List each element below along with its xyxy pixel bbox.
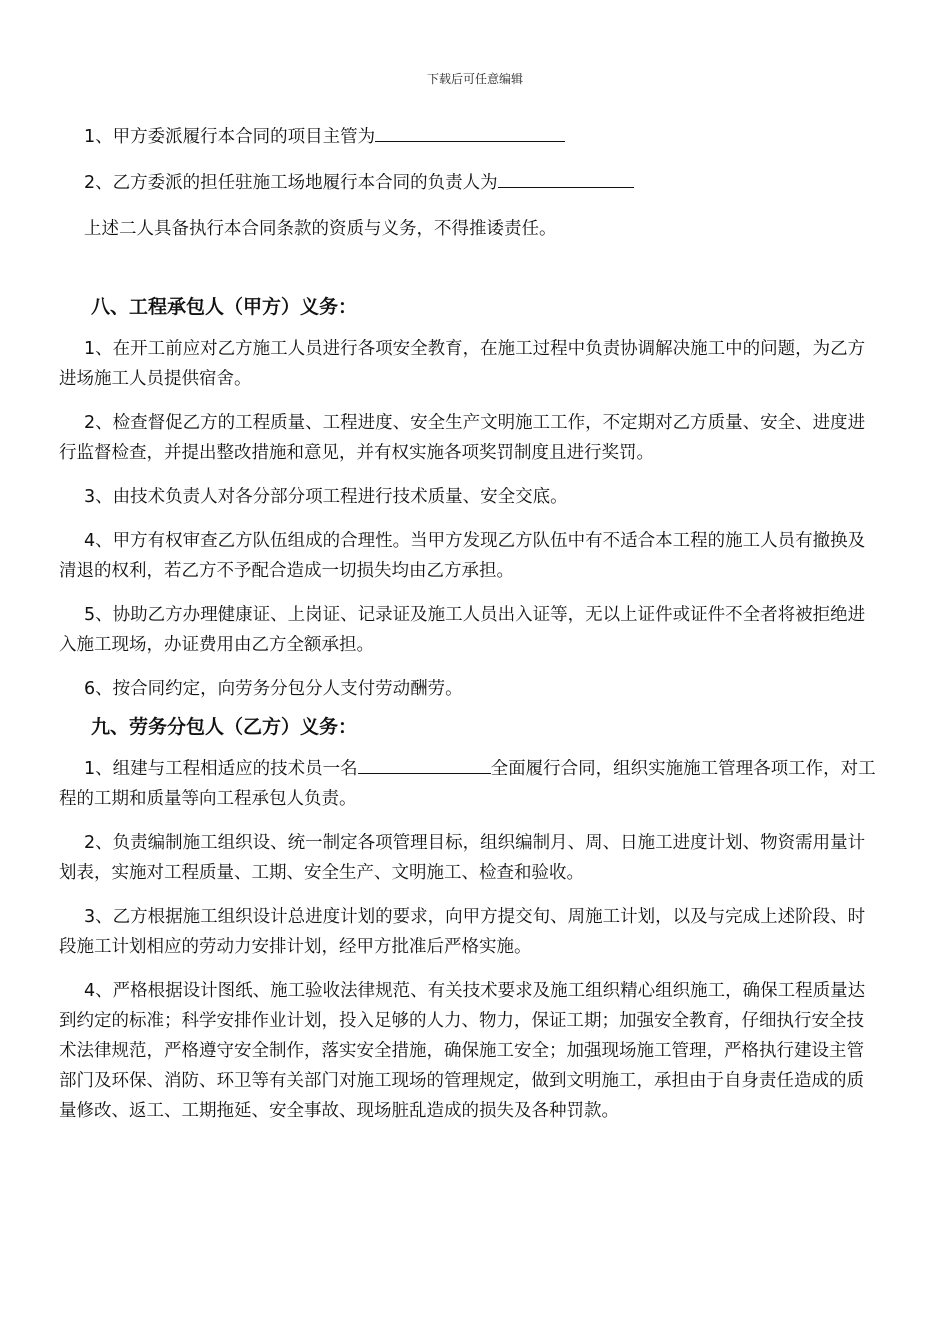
section-9-item bbox=[59, 754, 877, 814]
section-9-title: 九、劳务分包人（乙方）义务： bbox=[91, 716, 358, 738]
paragraph-qualification: 上述二人具备执行本合同条款的资质与义务，不得推诿责任。 bbox=[84, 219, 557, 239]
blank-line-technician bbox=[358, 755, 491, 774]
paragraph-text: 全面履行合同，组织实施施工管理各项工作，对工程的工期和质量等向工程承包人负责。 bbox=[59, 759, 876, 809]
paragraph-text: 1、组建与工程相适应的技术员一名 bbox=[84, 759, 358, 779]
document-body bbox=[59, 122, 877, 1126]
section-9-item: 2、负责编制施工组织设、统一制定各项管理目标，组织编制月、周、日施工进度计划、物资需用量计划表，实施对工程质量、工期、安全生产、文明施工、检查和验收。 bbox=[59, 833, 866, 883]
paragraph-text: 2、乙方委派的担任驻施工场地履行本合同的负责人为 bbox=[84, 173, 498, 193]
section-9-item: 3、乙方根据施工组织设计总进度计划的要求，向甲方提交旬、周施工计划，以及与完成上述阶段、时段施工计划相应的劳动力安排计划，经甲方批准后严格实施。 bbox=[59, 907, 866, 957]
section-9-item: 4、严格根据设计图纸、施工验收法律规范、有关技术要求及施工组织精心组织施工，确保工程质量达到约定的标准；科学安排作业计划，投入足够的人力、物力，保证工期；加强安全教育，仔细执行安全技术法律规范，严格遵守安全制作，落实安全措施，确保施工安全；加强现场施工管理，严格执行建设主管部门及环保、消防、环卫等有关部门对施工现场的管理规定，做到文明施工，承担由于自身责任造成的质量修改、返工、工期拖延、安全事故、现场脏乱造成的损失及各种罚款。 bbox=[59, 981, 866, 1121]
section-8-item: 4、甲方有权审查乙方队伍组成的合理性。当甲方发现乙方队伍中有不适合本工程的施工人员有撤换及清退的权利，若乙方不予配合造成一切损失均由乙方承担。 bbox=[59, 531, 866, 581]
section-8-item: 6、按合同约定，向劳务分包分人支付劳动酬劳。 bbox=[84, 679, 463, 699]
paragraph-project-supervisor bbox=[59, 122, 877, 152]
section-8-item: 2、检查督促乙方的工程质量、工程进度、安全生产文明施工工作，不定期对乙方质量、安全、进度进行监督检查，并提出整改措施和意见，并有权实施各项奖罚制度且进行奖罚。 bbox=[59, 413, 866, 463]
blank-line-site-manager bbox=[498, 169, 634, 188]
header-note: 下载后可任意编辑 bbox=[426, 72, 523, 86]
blank-line-supervisor bbox=[375, 123, 565, 142]
section-8-title: 八、工程承包人（甲方）义务： bbox=[91, 296, 358, 318]
paragraph-text: 1、甲方委派履行本合同的项目主管为 bbox=[84, 127, 376, 147]
section-8-item: 3、由技术负责人对各分部分项工程进行技术质量、安全交底。 bbox=[84, 487, 568, 507]
section-8-item: 5、协助乙方办理健康证、上岗证、记录证及施工人员出入证等，无以上证件或证件不全者将被拒绝进入施工现场，办证费用由乙方全额承担。 bbox=[59, 605, 866, 655]
section-8-item: 1、在开工前应对乙方施工人员进行各项安全教育，在施工过程中负责协调解决施工中的问题，为乙方进场施工人员提供宿舍。 bbox=[59, 339, 866, 389]
paragraph-site-manager bbox=[59, 168, 877, 198]
